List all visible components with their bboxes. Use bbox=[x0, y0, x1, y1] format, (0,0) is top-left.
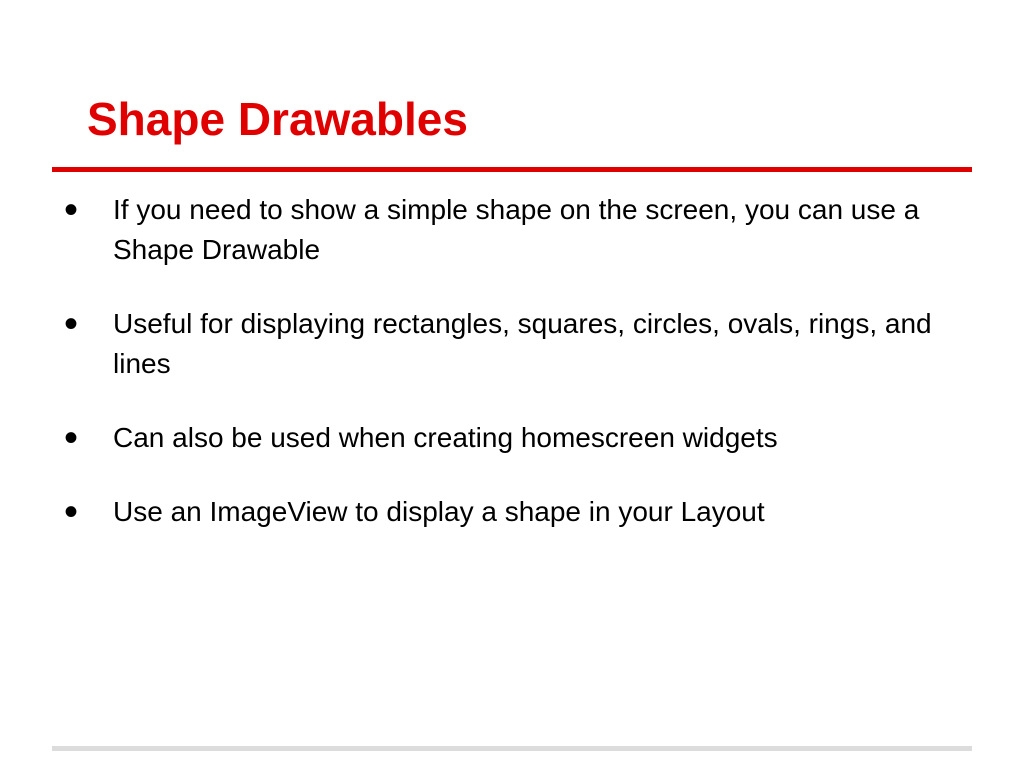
slide-title: Shape Drawables bbox=[87, 93, 468, 145]
title-divider bbox=[52, 167, 972, 172]
bullet-text: If you need to show a simple shape on the screen, you can use a Shape Drawable bbox=[113, 194, 920, 265]
bullet-list bbox=[64, 190, 974, 532]
bullet-item bbox=[64, 418, 974, 458]
bullet-item bbox=[64, 304, 974, 384]
bullet-item bbox=[64, 492, 974, 532]
bullet-item bbox=[64, 190, 974, 270]
footer-divider bbox=[52, 746, 972, 751]
bullet-text: Use an ImageView to display a shape in your Layout bbox=[113, 496, 765, 527]
bullet-text: Useful for displaying rectangles, squares, circles, ovals, rings, and lines bbox=[113, 308, 932, 379]
bullet-icon: • bbox=[64, 416, 79, 460]
bullet-text: Can also be used when creating homescreen widgets bbox=[113, 422, 778, 453]
bullet-icon: • bbox=[64, 490, 79, 534]
bullet-icon: • bbox=[64, 188, 79, 232]
bullet-icon: • bbox=[64, 302, 79, 346]
